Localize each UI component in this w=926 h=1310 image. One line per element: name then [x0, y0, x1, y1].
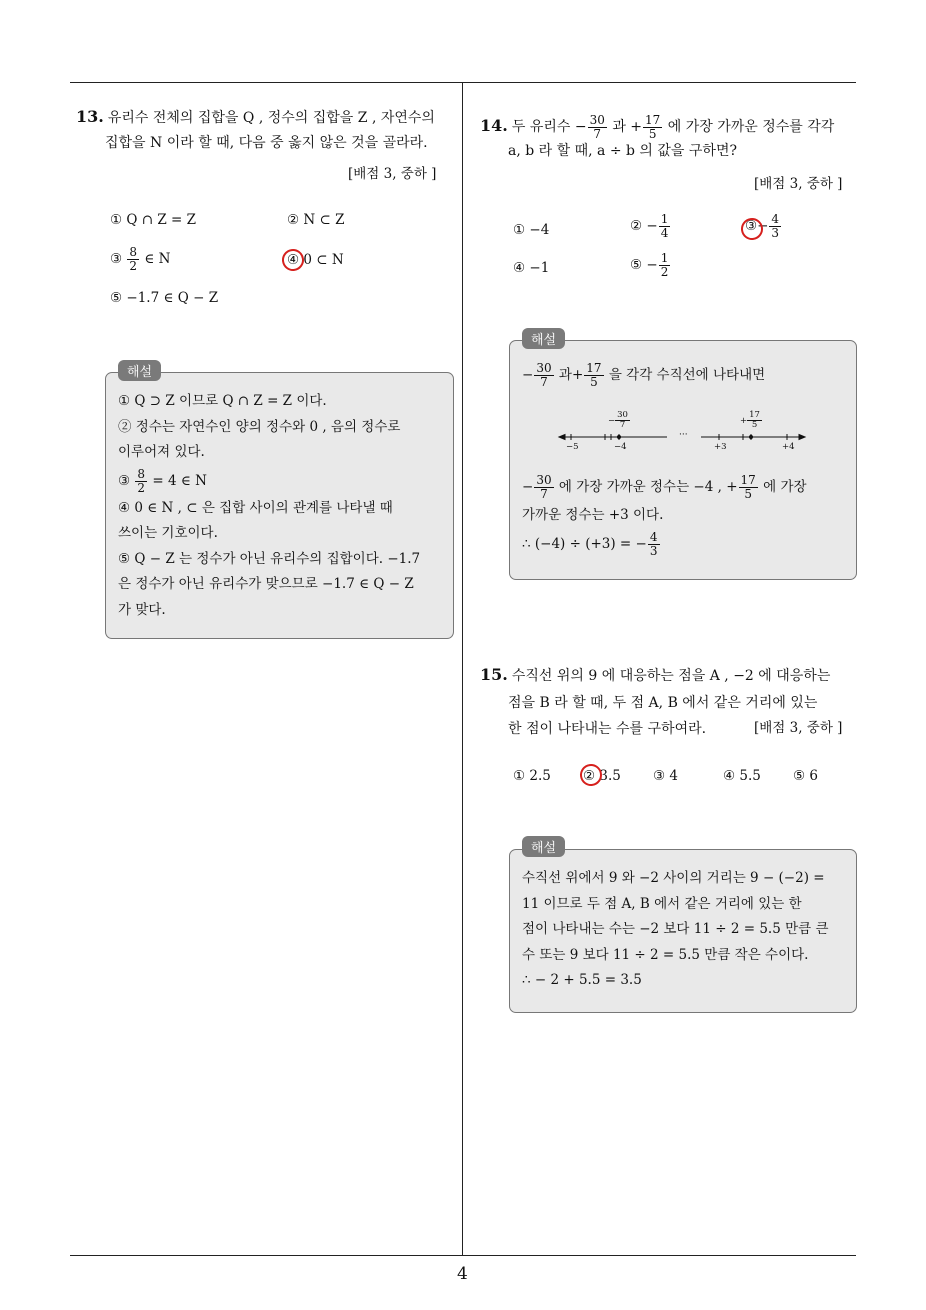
q13-solution-tag: 해설 — [118, 360, 161, 381]
q14-text-b: 과 — [612, 119, 626, 135]
question-15-number: 15. — [480, 665, 508, 684]
q13-option-3-num: ③ — [110, 251, 123, 267]
q14-solution-line-1: − $\frac{30}{7}$ 과+ $\frac{17}{5}$ 을 각각 수직선에 나타내면 — [522, 361, 766, 389]
q13-option-3-fraction: $\frac{8}{2}$ — [129, 245, 138, 273]
q14-solution-tag: 해설 — [522, 328, 565, 349]
q14-sol2-frac-17-5: $\frac{17}{5}$ — [740, 473, 756, 501]
q14-frac-17-5: $\frac{17}{5}$ — [645, 112, 661, 141]
column-divider — [462, 83, 463, 1256]
q13-sol-line-8: 은 정수가 아닌 유리수가 맞으므로 −1.7 ∈ Q − Z — [118, 576, 414, 592]
q15-sol-line-1: 수직선 위에서 9 와 −2 사이의 거리는 9 − (−2) = — [522, 870, 825, 886]
q14-text-c: 에 가장 가까운 정수를 각각 — [667, 119, 835, 135]
q14-option-4[interactable]: ④ −1 — [513, 260, 550, 276]
question-13-line-2: 집합을 N 이라 할 때, 다음 중 옳지 않은 것을 골라라. — [105, 135, 428, 151]
q13-sol-line-5: ④ 0 ∈ N , ⊂ 은 집합 사이의 관계를 나타낼 때 — [118, 499, 393, 516]
question-14-number: 14. — [480, 116, 508, 135]
q13-option-3[interactable] — [110, 246, 170, 273]
question-14-line-2: a, b 라 할 때, a ÷ b 의 값을 구하면? — [508, 143, 737, 159]
bottom-rule — [70, 1255, 856, 1256]
q13-sol-line-6: 쓰이는 기호이다. — [118, 525, 218, 541]
q14-opt5-fraction: $\frac{1}{2}$ — [660, 251, 669, 279]
question-14: 14. 두 유리수 − $\frac{30}{7}$ 과 + $\frac{17}{5}$ 에 가장 가까운 정수를 각각 a, b 라 할 때, a ÷ b 의 값을 구하면? — [480, 108, 834, 164]
q14-nl-dots: ··· — [679, 430, 688, 440]
q15-option-1[interactable]: ① 2.5 — [513, 768, 551, 784]
question-14-score: [배점 3, 중하 ] — [754, 176, 843, 192]
q15-sol-line-3: 점이 나타내는 수는 −2 보다 11 ÷ 2 = 5.5 만큼 큰 — [522, 921, 829, 937]
q13-sol-line-4: ③ $\frac{8}{2}$ = 4 ∈ N — [118, 466, 207, 495]
q13-sol-line-1: ① Q ⊃ Z 이므로 Q ∩ Z = Z 이다. — [118, 393, 327, 409]
q14-nl-label-left: − $\frac{30}{7}$ — [608, 410, 628, 430]
q14-sol-result-fraction: $\frac{4}{3}$ — [649, 530, 658, 558]
q13-solution — [118, 389, 420, 623]
q13-sol-line-7: ⑤ Q − Z 는 정수가 아닌 유리수의 집합이다. −1.7 — [118, 550, 421, 567]
question-15-line-1: 수직선 위의 9 에 대응하는 점을 A , −2 에 대응하는 — [511, 668, 831, 684]
q14-sol-frac-30-7: $\frac{30}{7}$ — [536, 361, 552, 389]
q15-sol-line-4: 수 또는 9 보다 11 ÷ 2 = 5.5 만큼 작은 수이다. — [522, 946, 809, 963]
question-15-score: [배점 3, 중하 ] — [754, 720, 843, 736]
q14-nl-tick-plus3: +3 — [714, 442, 727, 452]
q14-opt3-fraction: $\frac{4}{3}$ — [771, 212, 780, 240]
question-13-line-1: 유리수 전체의 집합을 Q , 정수의 집합을 Z , 자연수의 — [107, 110, 435, 126]
q14-option-3[interactable]: ③− $\frac{4}{3}$ — [745, 212, 780, 240]
q14-option-5[interactable]: ⑤ − $\frac{1}{2}$ — [630, 251, 669, 279]
question-13-score: [배점 3, 중하 ] — [348, 166, 437, 182]
q14-solution-line-4: ∴ (−4) ÷ (+3) = − $\frac{4}{3}$ — [522, 530, 658, 558]
q14-nl-tick-minus5: −5 — [566, 442, 579, 452]
q13-option-5[interactable]: ⑤ −1.7 ∈ Q − Z — [110, 290, 219, 306]
q14-sol-frac-17-5: $\frac{17}{5}$ — [586, 361, 602, 389]
q15-sol-line-5: ∴ − 2 + 5.5 = 3.5 — [522, 972, 642, 988]
page-number: 4 — [457, 1264, 468, 1284]
q14-opt2-fraction: $\frac{1}{4}$ — [660, 212, 669, 240]
question-13-number: 13. — [76, 107, 104, 126]
q14-solution-line-3: 가까운 정수는 +3 이다. — [522, 507, 664, 523]
q15-option-5[interactable]: ⑤ 6 — [793, 768, 818, 784]
q15-sol-line-2: 11 이므로 두 점 A, B 에서 같은 거리에 있는 한 — [522, 895, 802, 912]
q14-solution-line-2: − $\frac{30}{7}$ 에 가장 가까운 정수는 −4 , + $\frac{17}{5}$ 에 가장 — [522, 473, 807, 501]
q14-frac-30-7: $\frac{30}{7}$ — [589, 112, 605, 141]
q13-option-4[interactable]: ④ 0 ⊂ N — [287, 252, 344, 268]
question-13 — [76, 104, 435, 156]
q15-solution — [522, 866, 829, 994]
q13-option-3-text: ∈ N — [144, 251, 171, 267]
q13-sol-fraction: $\frac{8}{2}$ — [137, 466, 146, 495]
q14-option-2[interactable]: ② − $\frac{1}{4}$ — [630, 212, 669, 240]
q13-option-1[interactable]: ① Q ∩ Z = Z — [110, 212, 197, 228]
q14-sol2-frac-30-7: $\frac{30}{7}$ — [536, 473, 552, 501]
q14-text-a: 두 유리수 — [511, 119, 571, 135]
q14-option-1[interactable]: ① −4 — [513, 222, 550, 238]
q14-nl-tick-plus4: +4 — [782, 442, 795, 452]
question-15-line-2: 점을 B 라 할 때, 두 점 A, B 에서 같은 거리에 있는 — [508, 694, 818, 711]
q14-nl-tick-minus4: −4 — [614, 442, 627, 452]
q13-sol-line-2: ② 정수는 자연수인 양의 정수와 0 , 음의 정수로 — [118, 418, 401, 435]
q15-option-4[interactable]: ④ 5.5 — [723, 768, 761, 784]
q13-option-2[interactable]: ② N ⊂ Z — [287, 212, 345, 228]
question-15-line-3: 한 점이 나타내는 수를 구하여라. — [508, 721, 707, 737]
q13-sol-line-3: 이루어져 있다. — [118, 444, 205, 460]
q14-nl-label-right: + $\frac{17}{5}$ — [740, 410, 760, 430]
q13-sol-line-9: 가 맞다. — [118, 601, 166, 618]
q15-solution-tag: 해설 — [522, 836, 565, 857]
q15-option-3[interactable]: ③ 4 — [653, 768, 678, 784]
q15-option-2[interactable]: ② 3.5 — [583, 768, 621, 784]
